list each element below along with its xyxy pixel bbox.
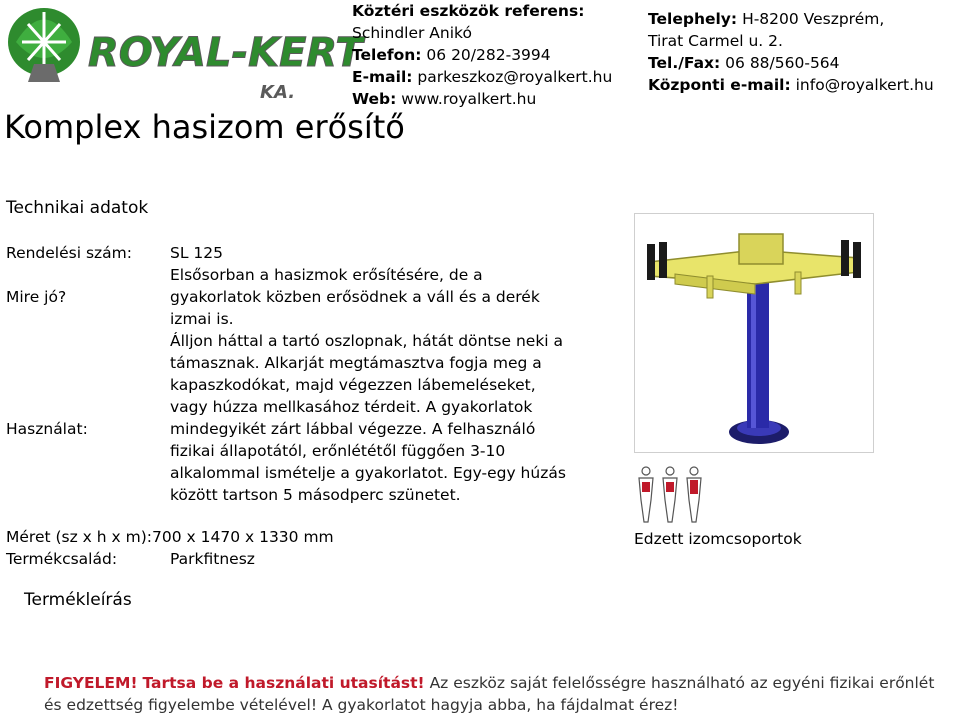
- product-photo: [634, 213, 874, 453]
- purpose-value: Elsősorban a hasizmok erősítésére, de a gyakorlatok közben erősödnek a váll és a derék izmai is.: [170, 266, 540, 328]
- web-label: Web:: [352, 90, 397, 108]
- site-line2: Tirat Carmel u. 2.: [648, 32, 783, 50]
- web-link[interactable]: www.royalkert.hu: [401, 90, 537, 108]
- page-title: Komplex hasizom erősítő: [4, 108, 405, 146]
- warning-text: Az eszköz saját felelősségre használható az egyéni fizikai erőnlét és edzettség figyelembe vételével! A gyakorlatot hagyja abba, ha fájdalmat érez!: [44, 674, 935, 714]
- size-label: Méret (sz x h x m):: [6, 528, 152, 546]
- email-link[interactable]: parkeszkoz@royalkert.hu: [417, 68, 613, 86]
- muscle-groups-figure: [634, 466, 706, 526]
- contact-block: [352, 0, 612, 110]
- body-front-icon: [639, 467, 653, 522]
- usage-value: Álljon háttal a tartó oszlopnak, hátát döntse neki a támasznak. Alkarját megtámasztva fogja meg a kapaszkodókat, majd végezzen lábemeléseket, vagy húzza mellkasához térdeit. A gyakorlatok mindegyikét zárt lábbal végezze. A felhasználó fizikai állapotától, erőnlététől függően 3-10 alkalommal ismételje a gyakorlatot. Egy-egy húzás között tartson 5 másodperc szünetet.: [170, 332, 566, 504]
- company-logo: [4, 2, 363, 108]
- usage-label: Használat:: [6, 420, 88, 438]
- family-value: Parkfitnesz: [170, 550, 255, 568]
- order-label: Rendelési szám:: [6, 244, 132, 262]
- phone-value: 06 20/282-3994: [426, 46, 551, 64]
- central-email-label: Központi e-mail:: [648, 76, 791, 94]
- order-value: SL 125: [170, 244, 223, 262]
- site-line1: H-8200 Veszprém,: [742, 10, 885, 28]
- logo-text: ROYAL-KERT: [88, 30, 363, 76]
- logo-suffix: KA.: [260, 82, 296, 103]
- family-label: Termékcsalád:: [6, 550, 118, 568]
- email-label: E-mail:: [352, 68, 413, 86]
- contact-name: Schindler Anikó: [352, 24, 472, 42]
- purpose-label: Mire jó?: [6, 288, 67, 306]
- equipment-illustration: [647, 234, 861, 444]
- muscle-groups-caption: Edzett izomcsoportok: [634, 530, 802, 548]
- phone-label: Telefon:: [352, 46, 422, 64]
- section-heading-tech: Technikai adatok: [6, 198, 149, 218]
- size-row: [6, 526, 334, 548]
- warning-instruction: Tartsa be a használati utasítást!: [142, 674, 425, 692]
- contact-title: Köztéri eszközök referens:: [352, 2, 585, 20]
- body-side-icon: [663, 467, 677, 522]
- tel-value: 06 88/560-564: [725, 54, 840, 72]
- tel-label: Tel./Fax:: [648, 54, 721, 72]
- warning-label: FIGYELEM!: [44, 674, 138, 692]
- warning-notice: [44, 672, 944, 716]
- site-label: Telephely:: [648, 10, 738, 28]
- body-back-icon: [687, 467, 701, 522]
- size-value: 700 x 1470 x 1330 mm: [152, 528, 334, 546]
- central-email-link[interactable]: info@royalkert.hu: [795, 76, 934, 94]
- leaf-logo-icon: [8, 8, 80, 82]
- hq-block: [648, 8, 934, 96]
- section-heading-description: Termékleírás: [24, 590, 132, 610]
